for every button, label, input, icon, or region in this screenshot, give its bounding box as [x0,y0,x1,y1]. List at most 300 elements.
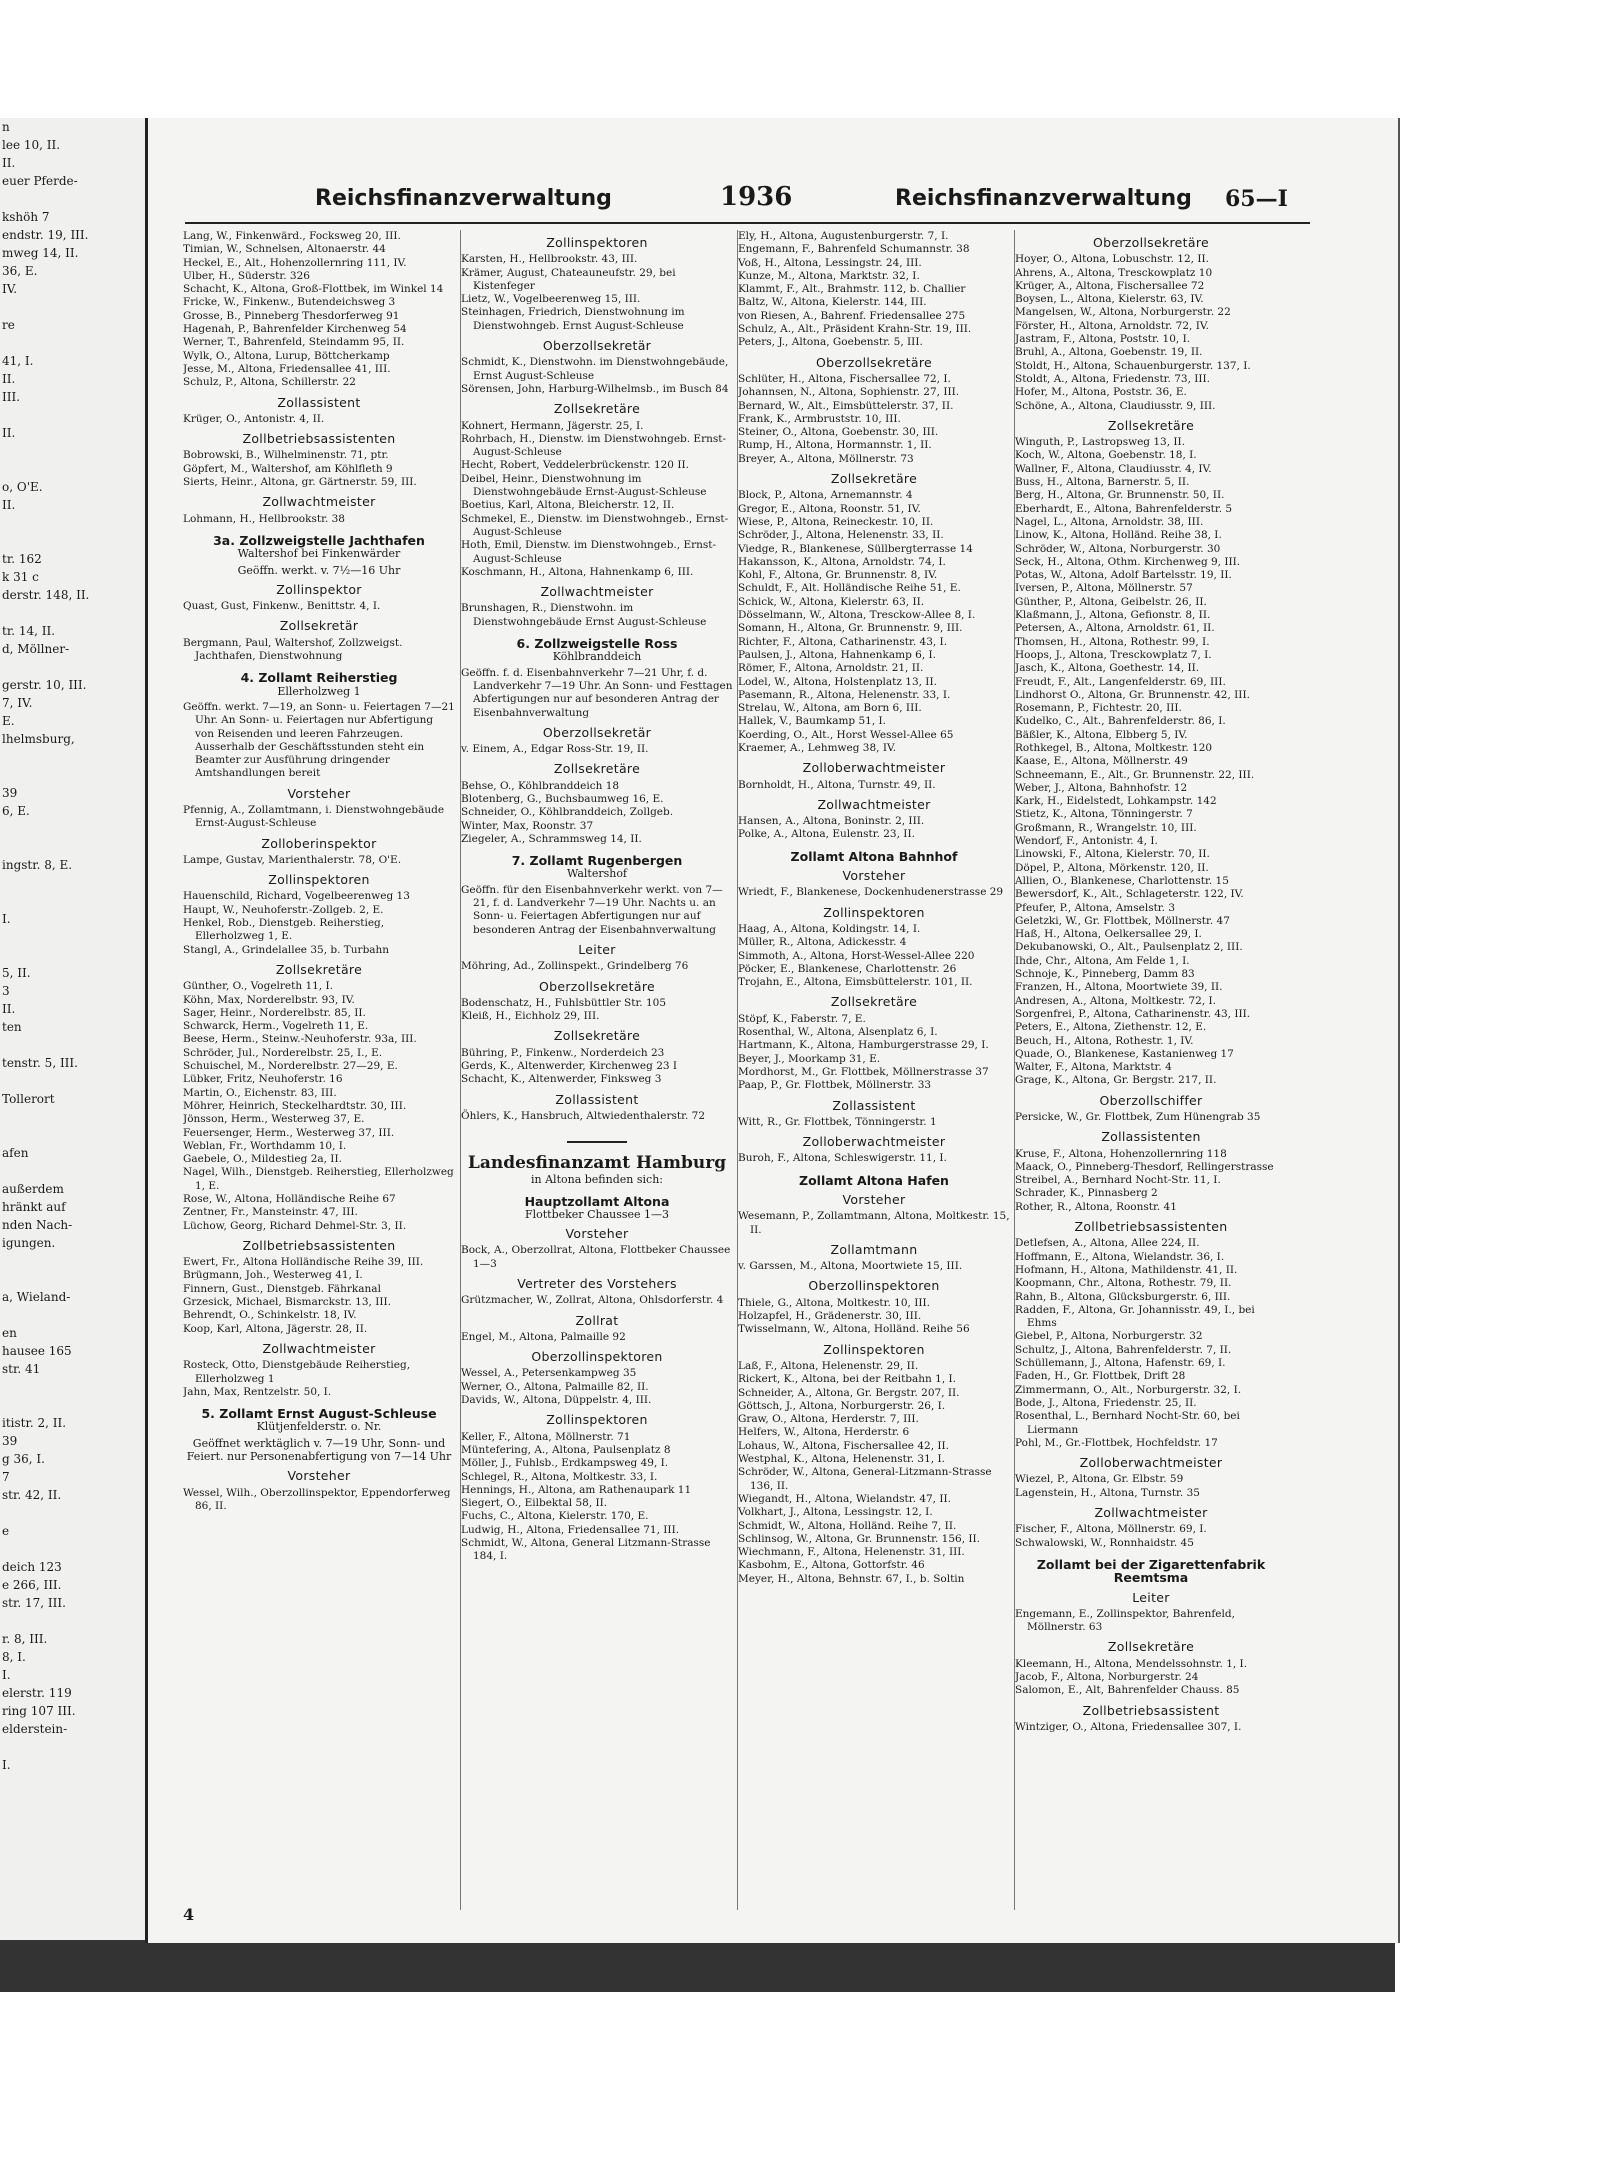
directory-entry: Krüger, O., Antonistr. 4, II. [183,412,325,425]
section-heading: Oberzollsekretär [542,724,652,740]
office-subline: Flottbeker Chaussee 1—3 [524,1207,670,1221]
gutter-line [0,532,145,550]
gutter-line [0,1162,145,1180]
directory-entry: Göttsch, J., Altona, Norburgerstr. 26, I. [738,1399,946,1412]
directory-entry: Voß, H., Altona, Lessingstr. 24, III. [738,256,922,269]
directory-entry: Ziegeler, A., Schrammsweg 14, II. [461,832,642,845]
directory-entry: Jesse, M., Altona, Friedensallee 41, III. [183,362,391,375]
office-heading: 7. Zollamt Rugenbergen [511,853,683,869]
directory-entry: Nagel, Wilh., Dienstgeb. Reiherstieg, Ellerholzweg 1, E. [183,1166,454,1192]
directory-entry: Witt, R., Gr. Flottbek, Tönningerstr. 1 [738,1115,937,1128]
gutter-line: tr. 14, II. [2,624,56,638]
gutter-line [0,1396,145,1414]
directory-entry: Hoth, Emil, Dienstw. im Dienstwohngeb., Ernst-August-Schleuse [461,539,717,565]
directory-entry: v. Garssen, M., Altona, Moortwiete 15, III. [738,1260,963,1273]
directory-entry: Thiele, G., Altona, Moltkestr. 10, III. [738,1296,930,1309]
gutter-line: II. [2,498,16,512]
directory-entry: Schacht, K., Altona, Groß-Flottbek, im Winkel 14 [183,283,444,296]
directory-entry: Giebel, P., Altona, Norburgerstr. 32 [1015,1330,1203,1343]
directory-entry: Meyer, H., Altona, Behnstr. 67, I., b. Soltin [738,1572,965,1585]
directory-entry: Strelau, W., Altona, am Born 6, III. [738,702,922,715]
gutter-line: 5, II. [2,966,31,980]
section-heading: Zollwachtmeister [262,494,376,510]
directory-entry: Peters, E., Altona, Ziethenstr. 12, E. [1015,1021,1207,1034]
directory-entry: Schmekel, E., Dienstw. im Dienstwohngeb., Ernst-August-Schleuse [461,512,729,538]
office-subline: Waltershof bei Finkenwärder [237,547,401,561]
office-heading: Zollamt bei der Zigarettenfabrik Reemtsma [1036,1556,1266,1586]
section-heading: Zolloberinspektor [261,835,377,851]
directory-entry: Schulz, P., Altona, Schillerstr. 22 [183,376,356,389]
gutter-line: lhelmsburg, [2,732,75,746]
directory-entry: Göpfert, M., Waltershof, am Köhlfleth 9 [183,462,393,475]
text-column-3 [737,230,1010,1910]
directory-entry: Viedge, R., Blankenese, Süllbergterrasse 14 [738,542,973,555]
gutter-line: re [2,318,15,332]
directory-entry: Potas, W., Altona, Adolf Bartelsstr. 19, II. [1015,569,1232,582]
gutter-line: afen [2,1146,29,1160]
gutter-line: str. 41 [2,1362,41,1376]
directory-entry: Berg, H., Altona, Gr. Brunnenstr. 50, II. [1015,489,1225,502]
directory-entry: Davids, W., Altona, Düppelstr. 4, III. [461,1394,652,1407]
gutter-line [0,1378,145,1396]
office-heading: 6. Zollzweigstelle Ross [516,636,678,652]
office-heading: Zollamt Altona Bahnhof [790,848,958,864]
gutter-line: tr. 162 [2,552,42,566]
gutter-line: II. [2,426,16,440]
gutter-line: hränkt auf [2,1200,66,1214]
directory-entry: Geöffn. für den Eisenbahnverkehr werkt. von 7—21, f. d. Landverkehr 7—19 Uhr. Nachts u. an Sonn- u. Feiertagen Abfertigungen nur auf besonderen Antrag der Eisenbahnverwaltung [461,883,723,936]
section-heading: Zollinspektoren [546,1412,648,1428]
directory-entry: Pöcker, E., Blankenese, Charlottenstr. 26 [738,962,957,975]
directory-entry: Schultz, J., Altona, Bahrenfelderstr. 7, II. [1015,1343,1232,1356]
directory-entry: Ihde, Chr., Altona, Am Felde 1, I. [1015,954,1190,967]
header-year: 1936 [720,182,793,212]
directory-entry: Kleiß, H., Eichholz 29, III. [461,1010,600,1023]
directory-entry: Kohl, F., Altona, Gr. Brunnenstr. 8, IV. [738,569,938,582]
directory-entry: Koschmann, H., Altona, Hahnenkamp 6, III. [461,565,694,578]
directory-entry: Graw, O., Altona, Herderstr. 7, III. [738,1413,919,1426]
directory-entry: Bobrowski, B., Wilhelminenstr. 71, ptr. [183,449,389,462]
text-column-2 [460,230,733,1910]
section-heading: Oberzollinspektoren [808,1278,940,1294]
gutter-line [0,1540,145,1558]
gutter-line: a, Wieland- [2,1290,71,1304]
section-heading: Zollwachtmeister [817,796,931,812]
gutter-line: hausee 165 [2,1344,72,1358]
directory-entry: Steinhagen, Friedrich, Dienstwohnung im Dienstwohngeb. Ernst August-Schleuse [461,306,685,332]
section-heading: Vorsteher [842,868,906,884]
section-heading: Zollbetriebsassistenten [242,431,396,447]
section-heading: Vorsteher [842,1192,906,1207]
directory-entry: Gaebele, O., Mildestieg 2a, II. [183,1153,342,1166]
office-heading: Hauptzollamt Altona [524,1193,670,1209]
gutter-line: 36, E. [2,264,38,278]
section-heading: Zollinspektor [276,581,362,597]
directory-entry: Volkhart, J., Altona, Lessingstr. 12, I. [738,1506,933,1519]
directory-entry: Karsten, H., Hellbrookstr. 43, III. [461,253,638,266]
gutter-line: g 36, I. [2,1452,45,1466]
gutter-line: en [2,1326,17,1340]
directory-entry: Bornholdt, H., Altona, Turnstr. 49, II. [738,778,936,791]
gutter-line: d, Möllner- [2,642,70,656]
directory-entry: Mordhorst, M., Gr. Flottbek, Möllnerstrasse 37 [738,1065,989,1078]
directory-entry: Freudt, F., Alt., Langenfelderstr. 69, III. [1015,675,1226,688]
section-heading: Oberzollsekretäre [816,354,932,370]
gutter-line [0,1612,145,1630]
directory-entry: Bäßler, K., Altona, Elbberg 5, IV. [1015,728,1188,741]
gutter-line: 7, IV. [2,696,33,710]
directory-entry: v. Einem, A., Edgar Ross-Str. 19, II. [461,743,649,756]
section-heading: Zollsekretäre [553,1028,641,1044]
directory-entry: Feuersenger, Herm., Westerweg 37, III. [183,1126,395,1139]
section-heading: Oberzollsekretäre [539,978,655,994]
directory-entry: Siegert, O., Eilbektal 58, II. [461,1497,608,1510]
gutter-line: k 31 c [2,570,39,584]
directory-entry: Haag, A., Altona, Koldingstr. 14, I. [738,922,921,935]
directory-entry: Schrader, K., Pinnasberg 2 [1015,1187,1158,1200]
separator-rule [567,1141,627,1143]
directory-entry: Schröder, J., Altona, Helenenstr. 33, II. [738,529,944,542]
directory-entry: Lampe, Gustav, Marienthalerstr. 78, O'E. [183,853,402,866]
directory-entry: Möller, J., Fuhlsb., Erdkampsweg 49, I. [461,1457,669,1470]
directory-entry: Schneider, A., Altona, Gr. Bergstr. 207, II. [738,1386,960,1399]
section-heading: Zollinspektoren [546,235,648,250]
directory-entry: Koopmann, Chr., Altona, Rothestr. 79, II. [1015,1277,1232,1290]
directory-entry: Wriedt, F., Blankenese, Dockenhudenerstrasse 29 [738,886,1004,899]
gutter-line: II. [2,372,16,386]
directory-entry: Lübker, Fritz, Neuhoferstr. 16 [183,1073,343,1086]
gutter-line [0,406,145,424]
gutter-line [0,820,145,838]
gutter-line: euer Pferde- [2,174,78,188]
directory-entry: Jastram, F., Altona, Poststr. 10, I. [1015,333,1191,346]
directory-entry: Radden, F., Altona, Gr. Johannisstr. 49, I., bei Ehms [1015,1303,1255,1330]
directory-entry: Dösselmann, W., Altona, Tresckow-Allee 8, I. [738,609,976,622]
gutter-line: II. [2,156,16,170]
gutter-line: mweg 14, II. [2,246,79,260]
directory-entry: Großmann, R., Wrangelstr. 10, III. [1015,821,1197,834]
section-heading: Zolloberwachtmeister [1079,1455,1223,1471]
gutter-line: str. 17, III. [2,1596,66,1610]
directory-entry: Ewert, Fr., Altona Holländische Reihe 39, III. [183,1256,424,1269]
directory-entry: Nagel, L., Altona, Arnoldstr. 38, III. [1015,515,1204,528]
directory-entry: Sorgenfrei, P., Altona, Catharinenstr. 43, III. [1015,1007,1251,1020]
directory-entry: Simmoth, A., Altona, Horst-Wessel-Allee 220 [738,949,975,962]
directory-entry: Trojahn, E., Altona, Eimsbüttelerstr. 101, II. [738,976,973,989]
section-heading: Zollinspektoren [823,904,925,920]
section-heading: Leiter [1132,1589,1170,1605]
directory-entry: Faden, H., Gr. Flottbek, Drift 28 [1015,1370,1186,1383]
directory-entry: Hennings, H., Altona, am Rathenaupark 11 [461,1483,692,1496]
directory-entry: Müntefering, A., Altona, Paulsenplatz 8 [461,1443,671,1456]
section-heading: Zollsekretär [279,618,359,634]
directory-entry: Kunze, M., Altona, Marktstr. 32, I. [738,269,920,282]
directory-entry: Thomsen, H., Altona, Rothestr. 99, I. [1015,635,1210,648]
directory-entry: Brügmann, Joh., Westerweg 41, I. [183,1269,363,1282]
section-heading: Zollsekretäre [1107,1639,1195,1655]
section-heading: Zollbetriebsassistenten [1074,1219,1228,1235]
gutter-line: nden Nach- [2,1218,73,1232]
directory-entry: Twisselmann, W., Altona, Holländ. Reihe 56 [738,1323,970,1336]
gutter-line: gerstr. 10, III. [2,678,87,692]
directory-entry: Iversen, P., Altona, Möllnerstr. 57 [1015,582,1193,595]
directory-entry: Beese, Herm., Steinw.-Neuhoferstr. 93a, III. [183,1033,417,1046]
gutter-line: n [2,120,10,134]
directory-entry: Timian, W., Schnelsen, Altonaerstr. 44 [183,243,386,256]
office-heading: 3a. Zollzweigstelle Jachthafen [213,532,425,548]
directory-entry: Linowski, F., Altona, Kielerstr. 70, II. [1015,848,1210,861]
office-subline: Ellerholzweg 1 [277,684,361,698]
office-subline: Geöffnet werktäglich v. 7—19 Uhr, Sonn- und Feiert. nur Personenabfertigung von 7—14 Uhr [186,1436,452,1464]
directory-entry: Boetius, Karl, Altona, Bleicherstr. 12, II. [461,499,675,512]
gutter-line [0,748,145,766]
gutter-line: I. [2,1758,11,1772]
gutter-line [0,1108,145,1126]
directory-entry: Henkel, Rob., Dienstgeb. Reiherstieg, Ellerholzweg 1, E. [183,917,385,943]
directory-entry: Schröder, W., Altona, Norburgerstr. 30 [1015,542,1221,555]
section-heading: Zolloberwachtmeister [802,1134,946,1150]
directory-entry: Rothkegel, B., Altona, Moltkestr. 120 [1015,741,1213,754]
directory-entry: Block, P., Altona, Arnemannstr. 4 [738,489,913,502]
section-heading: Zolloberwachtmeister [802,760,946,776]
directory-entry: Möhrer, Heinrich, Steckelhardtstr. 30, III. [183,1099,407,1112]
directory-entry: Kraemer, A., Lehmweg 38, IV. [738,741,897,754]
directory-entry: Frank, K., Armbruststr. 10, III. [738,412,901,425]
directory-entry: Holzapfel, H., Grädenerstr. 30, III. [738,1310,922,1323]
section-heading: Zollsekretäre [275,961,363,977]
directory-entry: Fuchs, C., Altona, Kielerstr. 170, E. [461,1510,649,1523]
gutter-line: ingstr. 8, E. [2,858,73,872]
directory-entry: Pasemann, R., Altona, Helenenstr. 33, I. [738,688,951,701]
gutter-line [0,514,145,532]
gutter-line [0,892,145,910]
directory-entry: Hofmann, H., Altona, Mathildenstr. 41, II. [1015,1263,1238,1276]
section-heading: Vertreter des Vorstehers [517,1276,677,1291]
directory-entry: Kleemann, H., Altona, Mendelssohnstr. 1, I. [1015,1657,1248,1670]
directory-entry: Linow, K., Altona, Holländ. Reihe 38, I. [1015,529,1222,542]
directory-entry: Ludwig, H., Altona, Friedensallee 71, III. [461,1523,680,1536]
directory-entry: Hofer, M., Altona, Poststr. 36, E. [1015,386,1187,399]
directory-entry: Jasch, K., Altona, Goethestr. 14, II. [1015,662,1200,675]
section-heading: Zollsekretäre [553,761,641,777]
directory-entry: Bernard, W., Alt., Eimsbüttelerstr. 37, II. [738,399,954,412]
running-header [185,182,1310,222]
directory-entry: Zimmermann, O., Alt., Norburgerstr. 32, I. [1015,1383,1242,1396]
directory-entry: Wessel, A., Petersenkampweg 35 [461,1367,637,1380]
header-right-title: Reichsfinanzverwaltung [895,186,1192,211]
directory-entry: Breyer, A., Altona, Möllnerstr. 73 [738,452,914,465]
gutter-line: Tollerort [2,1092,55,1106]
gutter-line: ten [2,1020,22,1034]
gutter-line [0,298,145,316]
gutter-line [0,1072,145,1090]
directory-entry: Finnern, Gust., Dienstgeb. Fährkanal [183,1282,381,1295]
directory-entry: Geletzki, W., Gr. Flottbek, Möllnerstr. 47 [1015,914,1230,927]
directory-entry: Heckel, E., Alt., Hohenzollernring 111, IV. [183,256,407,269]
directory-entry: Ulber, H., Süderstr. 326 [183,269,310,282]
directory-entry: Brunshagen, R., Dienstwohn. im Dienstwohngebäude Ernst August-Schleuse [461,602,707,628]
gutter-line [0,1252,145,1270]
directory-entry: Schröder, W., Altona, General-Litzmann-Strasse 136, II. [738,1466,992,1492]
directory-entry: Stangl, A., Grindelallee 35, b. Turbahn [183,943,390,956]
directory-entry: Pfennig, A., Zollamtmann, i. Dienstwohngebäude Ernst-August-Schleuse [183,803,445,830]
directory-entry: Behrendt, O., Schinkelstr. 18, IV. [183,1309,357,1322]
gutter-line [0,604,145,622]
directory-entry: Jacob, F., Altona, Norburgerstr. 24 [1015,1670,1199,1683]
directory-entry: Wendorf, F., Antonistr. 4, I. [1015,835,1158,848]
directory-entry: Kaase, E., Altona, Möllnerstr. 49 [1015,755,1188,768]
header-rule [185,222,1310,224]
directory-entry: Hoyer, O., Altona, Lobuschstr. 12, II. [1015,253,1209,266]
header-left-title: Reichsfinanzverwaltung [315,186,612,211]
gutter-line: I. [2,912,11,926]
directory-entry: Stoldt, H., Altona, Schauenburgerstr. 137, I. [1015,359,1251,372]
directory-entry: Gregor, E., Altona, Roonstr. 51, IV. [738,502,921,515]
section-heading: Zollwachtmeister [262,1340,376,1356]
section-heading: Zollwachtmeister [540,584,654,600]
directory-entry: Geöffn. f. d. Eisenbahnverkehr 7—21 Uhr, f. d. Landverkehr 7—19 Uhr. An Sonn- und Festtagen Abfertigungen nur auf besonderen Antrag der Eisenbahnverwaltung [461,666,733,719]
gutter-line [0,658,145,676]
directory-entry: Somann, H., Altona, Gr. Brunnenstr. 9, III. [738,622,963,635]
section-heading: Vorsteher [287,785,351,801]
gutter-line [0,1306,145,1324]
directory-entry: Günther, O., Vogelreth 11, I. [183,980,333,993]
directory-entry: von Riesen, A., Bahrenf. Friedensallee 275 [738,309,966,322]
directory-entry: Rother, R., Altona, Roonstr. 41 [1015,1200,1177,1213]
section-heading: Zollsekretäre [830,471,918,487]
section-heading: Zollassistent [555,1091,639,1107]
directory-entry: Klammt, F., Alt., Brahmstr. 112, b. Challier [738,283,966,296]
gutter-line: e 266, III. [2,1578,62,1592]
gutter-line: igungen. [2,1236,56,1250]
directory-entry: Wiese, P., Altona, Reineckestr. 10, II. [738,515,934,528]
office-heading: 5. Zollamt Ernst August-Schleuse [201,1406,437,1422]
directory-entry: Hecht, Robert, Veddelerbrückenstr. 120 II. [461,459,689,472]
directory-entry: Rosenthal, L., Bernhard Nocht-Str. 60, bei Liermann [1015,1410,1240,1436]
directory-entry: Behse, O., Köhlbranddeich 18 [461,779,620,792]
directory-entry: Beyer, J., Moorkamp 31, E. [738,1052,881,1065]
directory-entry: Weber, J., Altona, Bahnhofstr. 12 [1015,781,1188,794]
directory-entry: Beuch, H., Altona, Rothestr. 1, IV. [1015,1034,1194,1047]
directory-entry: Schacht, K., Altenwerder, Finksweg 3 [461,1073,662,1086]
directory-entry: Streibel, A., Bernhard Nocht-Str. 11, I. [1015,1174,1221,1187]
directory-entry: Peters, J., Altona, Goebenstr. 5, III. [738,336,923,349]
directory-entry: Kudelko, C., Alt., Bahrenfelderstr. 86, I. [1015,715,1226,728]
directory-entry: Schick, W., Altona, Kielerstr. 63, II. [738,595,925,608]
directory-entry: Jahn, Max, Rentzelstr. 50, I. [183,1385,332,1398]
directory-entry: Andresen, A., Altona, Moltkestr. 72, I. [1015,994,1217,1007]
directory-entry: Bode, J., Altona, Friedenstr. 25, II. [1015,1396,1197,1409]
gutter-line: 3 [2,984,10,998]
directory-entry: Schröder, Jul., Norderelbstr. 25, I., E. [183,1046,383,1059]
directory-entry: Wallner, F., Altona, Claudiusstr. 4, IV. [1015,462,1212,475]
section-heading: Zollsekretäre [830,994,918,1010]
directory-entry: Hoops, J., Altona, Tresckowplatz 7, I. [1015,648,1212,661]
directory-entry: Döpel, P., Altona, Mörkenstr. 120, II. [1015,861,1209,874]
directory-entry: Wylk, O., Altona, Lurup, Böttcherkamp [183,349,390,362]
office-subline: Waltershof [566,867,628,881]
directory-entry: Wiechmann, F., Altona, Helenenstr. 31, III. [738,1546,965,1559]
section-heading: Zollsekretäre [1107,417,1195,433]
directory-entry: Lang, W., Finkenwärd., Focksweg 20, III. [183,230,401,242]
gutter-line: II. [2,1002,16,1016]
directory-entry: Martin, O., Eichenstr. 83, III. [183,1086,337,1099]
directory-entry: Blotenberg, G., Buchsbaumweg 16, E. [461,792,664,805]
directory-entry: Mangelsen, W., Altona, Norburgerstr. 22 [1015,306,1231,319]
directory-entry: Grage, K., Altona, Gr. Bergstr. 217, II. [1015,1074,1217,1087]
directory-entry: Petersen, A., Altona, Arnoldstr. 61, II. [1015,622,1215,635]
gutter-line: tenstr. 5, III. [2,1056,78,1070]
directory-entry: Grosse, B., Pinneberg Thesdorferweg 91 [183,309,400,322]
directory-entry: Lindhorst O., Altona, Gr. Brunnenstr. 42, III. [1015,688,1250,701]
gutter-line: 39 [2,786,18,800]
directory-entry: Bruhl, A., Altona, Goebenstr. 19, II. [1015,346,1203,359]
section-heading: Zollinspektoren [823,1341,925,1357]
office-subline: Klütjenfelderstr. o. Nr. [256,1420,382,1434]
directory-entry: Paulsen, J., Altona, Hahnenkamp 6, I. [738,648,936,661]
directory-entry: Seck, H., Altona, Othm. Kirchenweg 9, III. [1015,555,1241,568]
directory-entry: Haß, H., Altona, Oelkersallee 29, I. [1015,928,1202,941]
directory-entry: Kruse, F., Altona, Hohenzollernring 118 [1015,1147,1227,1160]
office-heading: 4. Zollamt Reiherstieg [240,670,398,686]
gutter-line: E. [2,714,15,728]
directory-entry: Lohmann, H., Hellbrookstr. 38 [183,512,345,525]
directory-entry: Engemann, E., Zollinspektor, Bahrenfeld, Möllnerstr. 63 [1015,1607,1235,1634]
text-column-4 [1014,230,1287,1910]
directory-entry: Walter, F., Altona, Marktstr. 4 [1015,1061,1172,1074]
directory-entry: Baltz, W., Altona, Kielerstr. 144, III. [738,296,927,309]
directory-entry: Detlefsen, A., Altona, Allee 224, II. [1015,1237,1200,1250]
gutter-line: kshöh 7 [2,210,50,224]
directory-entry: Wessel, Wilh., Oberzollinspektor, Eppendorferweg 86, II. [183,1486,451,1512]
directory-entry: Schneider, O., Köhlbranddeich, Zollgeb. [461,806,674,819]
section-heading: Oberzollschiffer [1099,1092,1203,1108]
directory-entry: Günther, P., Altona, Geibelstr. 26, II. [1015,595,1207,608]
directory-entry: Koch, W., Altona, Goebenstr. 18, I. [1015,449,1197,462]
directory-entry: Grzesick, Michael, Bismarckstr. 13, III. [183,1296,391,1309]
office-subline: Köhlbranddeich [552,650,642,664]
directory-entry: Schneemann, E., Alt., Gr. Brunnenstr. 22, III. [1015,768,1255,781]
gutter-line [0,190,145,208]
directory-entry: Schlüter, H., Altona, Fischersallee 72, I. [738,372,951,385]
directory-entry: Rose, W., Altona, Holländische Reihe 67 [183,1193,396,1205]
directory-entry: Bock, A., Oberzollrat, Altona, Flottbeker Chaussee 1—3 [461,1244,731,1270]
directory-entry: Hagenah, P., Bahrenfelder Kirchenweg 54 [183,323,407,336]
directory-entry: Hakansson, K., Altona, Arnoldstr. 74, I. [738,555,946,568]
directory-entry: Köhn, Max, Norderelbstr. 93, IV. [183,993,355,1006]
section-heading: Zollrat [575,1312,619,1328]
directory-entry: Steiner, O., Altona, Goebenstr. 30, III. [738,426,939,439]
directory-entry: Sager, Heinr., Norderelbstr. 85, II. [183,1006,366,1019]
gutter-line: derstr. 148, II. [2,588,90,602]
gutter-line [0,838,145,856]
directory-entry: Richter, F., Altona, Catharinenstr. 43, I. [738,635,948,648]
section-heading: Zollsekretäre [553,401,641,417]
directory-entry: Kark, H., Eidelstedt, Lohkampstr. 142 [1015,795,1217,808]
gutter-line: IV. [2,282,18,296]
gutter-line [0,874,145,892]
directory-entry: Winguth, P., Lastropsweg 13, II. [1015,436,1186,449]
directory-entry: Schöne, A., Altona, Claudiusstr. 9, III. [1015,399,1216,412]
gutter-line: elderstein- [2,1722,68,1736]
directory-entry: Krämer, August, Chateauneufstr. 29, bei Kistenfeger [461,266,676,292]
gutter-line: endstr. 19, III. [2,228,89,242]
directory-entry: Hartmann, K., Altona, Hamburgerstrasse 29, I. [738,1039,989,1052]
directory-entry: Schuischel, M., Norderelbstr. 27—29, E. [183,1060,398,1073]
directory-entry: Grützmacher, W., Zollrat, Altona, Ohlsdorferstr. 4 [461,1294,724,1307]
gutter-line: I. [2,1668,11,1682]
section-heading: Zollwachtmeister [1094,1505,1208,1521]
